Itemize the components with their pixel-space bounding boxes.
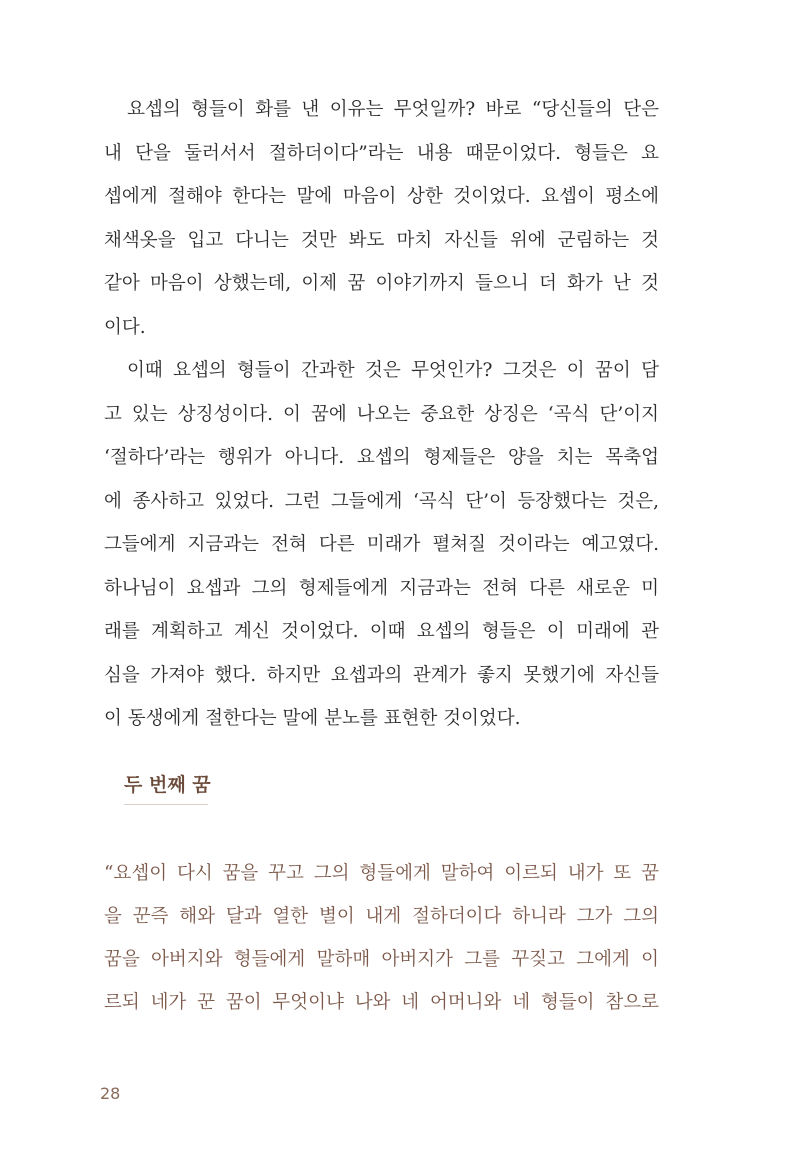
text-line: 고 있는 상징성이다. 이 꿈에 나오는 중요한 상징은 ‘곡식 단’이지	[104, 403, 659, 425]
section-heading: 두 번째 꿈	[124, 774, 211, 796]
text-line: ‘절하다’라는 행위가 아니다. 요셉의 형제들은 양을 치는 목축업	[104, 447, 659, 468]
text-line: 이 동생에게 절한다는 말에 분노를 표현한 것이었다.	[104, 708, 521, 729]
text-line: 이다.	[104, 316, 146, 338]
text-line: 셉에게 절해야 한다는 말에 마음이 상한 것이었다. 요셉이 평소에	[104, 186, 659, 207]
text-line: 같아 마음이 상했는데, 이제 꿈 이야기까지 들으니 더 화가 난 것	[104, 273, 659, 294]
page-number: 28	[100, 1084, 121, 1103]
quote-line: 을 꾼즉 해와 달과 열한 별이 내게 절하더이다 하니라 그가 그의	[104, 906, 659, 927]
text-line: 요셉의 형들이 화를 낸 이유는 무엇일까? 바로 “당신들의 단은	[104, 99, 659, 120]
text-line: 채색옷을 입고 다니는 것만 봐도 마치 자신들 위에 군림하는 것	[104, 229, 659, 251]
text-line: 이때 요셉의 형들이 간과한 것은 무엇인가? 그것은 이 꿈이 담	[104, 360, 659, 381]
quote-line: 꿈을 아버지와 형들에게 말하매 아버지가 그를 꾸짖고 그에게 이	[104, 949, 659, 970]
paragraph	[104, 349, 659, 741]
text-line: 내 단을 둘러서서 절하더이다”라는 내용 때문이었다. 형들은 요	[104, 142, 659, 164]
text-line: 그들에게 지금과는 전혀 다른 미래가 펼쳐질 것이라는 예고였다.	[104, 534, 659, 555]
quote-line: 르되 네가 꾼 꿈이 무엇이냐 나와 네 어머니와 네 형들이 참으로	[104, 992, 659, 1013]
text-line: 래를 계획하고 계신 것이었다. 이때 요셉의 형들은 이 미래에 관	[104, 621, 659, 642]
text-line: 에 종사하고 있었다. 그런 그들에게 ‘곡식 단’이 등장했다는 것은,	[104, 490, 659, 512]
scripture-quote	[104, 852, 659, 1024]
text-line: 심을 가져야 했다. 하지만 요셉과의 관계가 좋지 못했기에 자신들	[104, 664, 659, 686]
text-line: 하나님이 요셉과 그의 형제들에게 지금과는 전혀 다른 새로운 미	[104, 577, 659, 599]
body-text	[104, 88, 659, 741]
heading-underline	[124, 804, 208, 805]
paragraph	[104, 88, 659, 349]
quote-line: “요셉이 다시 꿈을 꾸고 그의 형들에게 말하여 이르되 내가 또 꿈	[104, 863, 659, 884]
